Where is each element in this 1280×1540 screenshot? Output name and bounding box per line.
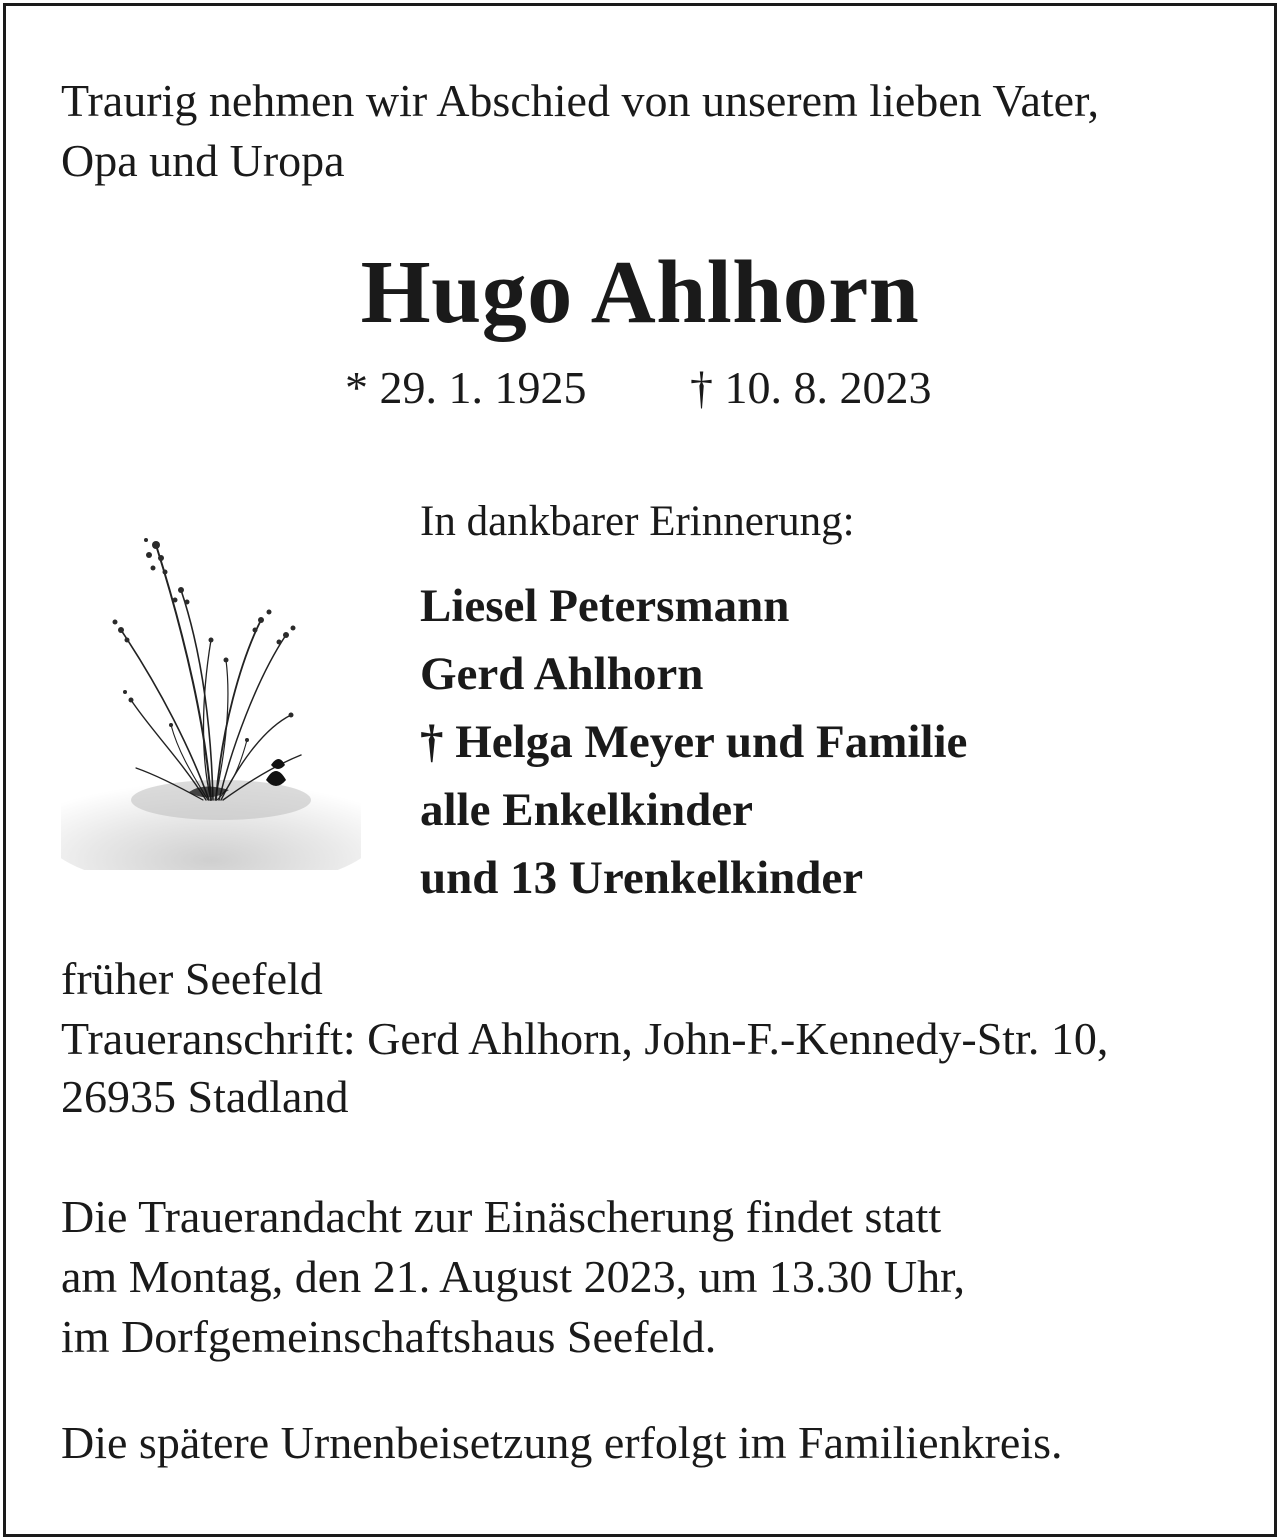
- mourners-list: [420, 572, 967, 912]
- service-line-3: im Dorfgemeinschaftshaus Seefeld.: [61, 1311, 717, 1362]
- intro-line-1: Traurig nehmen wir Abschied von unserem lieben Vater,: [61, 75, 1100, 126]
- intro-line-2: Opa und Uropa: [61, 135, 345, 186]
- mourner-name: alle Enkelkinder: [420, 784, 753, 836]
- mourner-name: und 13 Urenkelkinder: [420, 852, 864, 904]
- service-line-2: am Montag, den 21. August 2023, um 13.30 Uhr,: [61, 1251, 966, 1302]
- mourner-name: Liesel Petersmann: [420, 580, 790, 632]
- deceased-name: Hugo Ahlhorn: [360, 243, 920, 342]
- mourner-name: Gerd Ahlhorn: [420, 648, 704, 700]
- death-date: † 10. 8. 2023: [690, 362, 932, 413]
- mourning-address-city: 26935 Stadland: [61, 1071, 349, 1122]
- former-residence: früher Seefeld: [61, 953, 323, 1004]
- memory-label: In dankbarer Erinnerung:: [420, 498, 855, 545]
- service-line-1: Die Trauerandacht zur Einäscherung findet statt: [61, 1191, 942, 1242]
- grass-plant-in-snow-icon: [61, 500, 361, 870]
- mourner-name: † Helga Meyer und Familie: [420, 716, 968, 768]
- birth-date: * 29. 1. 1925: [345, 362, 587, 413]
- mourning-address: Traueranschrift: Gerd Ahlhorn, John-F.-Kennedy-Str. 10,: [61, 1013, 1109, 1064]
- burial-note: Die spätere Urnenbeisetzung erfolgt im Familienkreis.: [61, 1417, 1063, 1468]
